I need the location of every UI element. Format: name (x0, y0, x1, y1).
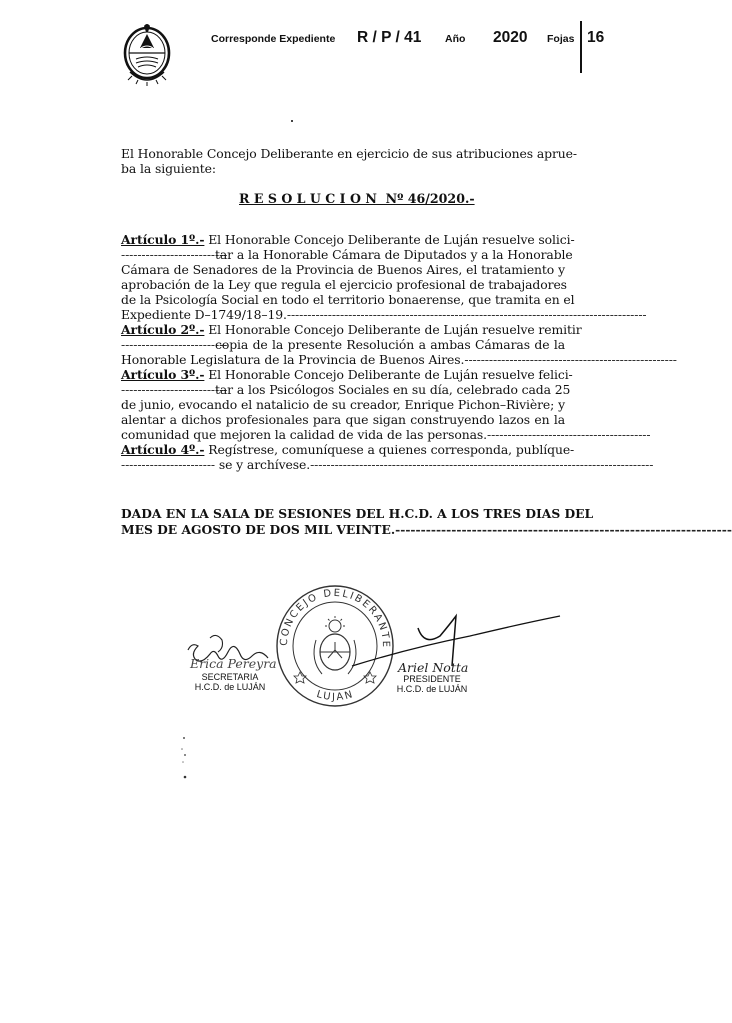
dash-filler: ------------------------------------------------------------------ (395, 522, 732, 537)
svg-text:LUJAN (315, 689, 355, 703)
article-1-line-4: aprobación de la Ley que regula el ejercicio profesional de trabajadores (121, 277, 567, 292)
seal-top-text: CONCEJO DELIBERANTE (278, 587, 392, 650)
article-1-line-6: Expediente D–1749/18–19.---------------------------------------------------------------------------------------- (121, 307, 647, 322)
secretary-signature-name: Erica Pereyra (190, 656, 277, 671)
header-divider (580, 21, 582, 73)
article-1-line-3: Cámara de Senadores de la Provincia de Buenos Aires, el tratamiento y (121, 262, 565, 277)
year-label: Año (445, 33, 466, 45)
fojas-label: Fojas (547, 33, 575, 45)
article-4-line-2: ----------------------- se y archívese.------------------------------------------------------------------------------------ (121, 457, 654, 472)
article-4-label: Artículo 4º.- (121, 442, 205, 457)
article-1-label: Artículo 1º.- (121, 232, 205, 247)
municipal-crest-icon (118, 22, 176, 90)
secretary-org: H.C.D. de LUJÁN (194, 682, 266, 692)
intro-line: ba la siguiente: (121, 161, 216, 176)
closing-line-1: DADA EN LA SALA DE SESIONES DEL H.C.D. A LOS TRES DIAS DEL (121, 506, 594, 521)
article-3-label: Artículo 3º.- (121, 367, 205, 382)
article-1-line-2: -------------------------- tar a la Honorable Cámara de Diputados y a la Honorable (121, 247, 573, 262)
secretary-role: SECRETARIA (201, 672, 259, 682)
president-signature-name: Ariel Notta (398, 660, 469, 675)
dash-filler: ----------------------- (121, 457, 215, 472)
dash-filler: ---------------------------------------------------------------------------------------- (286, 307, 647, 322)
article-3-line-4: alentar a dichos profesionales para que sigan construyendo lazos en la (121, 412, 565, 427)
dash-filler: ---------------------------------------- (486, 427, 651, 442)
dash-filler: -------------------------- (121, 337, 228, 352)
article-4-line-1: Artículo 4º.- Regístrese, comuníquese a quienes corresponda, publíque- (121, 442, 575, 457)
intro-line: El Honorable Concejo Deliberante en ejercicio de sus atribuciones aprue- (121, 146, 577, 161)
scan-speck (291, 120, 293, 122)
article-2-line-1: Artículo 2º.- El Honorable Concejo Deliberante de Luján resuelve remitir (121, 322, 582, 337)
article-1-line-1: Artículo 1º.- El Honorable Concejo Deliberante de Luján resuelve solici- (121, 232, 575, 247)
article-3-line-1: Artículo 3º.- El Honorable Concejo Deliberante de Luján resuelve felici- (121, 367, 573, 382)
article-1-line-5: de la Psicología Social en todo el territorio bonaerense, que tramita en el (121, 292, 575, 307)
fojas-number: 16 (587, 29, 605, 46)
seal-bottom-text: LUJAN (315, 688, 356, 704)
article-2-line-3: Honorable Legislatura de la Provincia de Buenos Aires.---------------------------------------------------- (121, 352, 677, 367)
dash-filler: -------------------------- (121, 247, 228, 262)
article-3-line-5: comunidad que mejoren la calidad de vida de las personas.---------------------------------------- (121, 427, 651, 442)
expediente-number: R / P / 41 (357, 29, 422, 46)
article-3-line-2: -------------------------- tar a los Psicólogos Sociales en su día, celebrado cada 25 (121, 382, 571, 397)
year-value: 2020 (493, 29, 528, 46)
expediente-label: Corresponde Expediente (211, 33, 336, 45)
dash-filler: ------------------------------------------------------------------------------------ (310, 457, 654, 472)
scan-marks (178, 735, 192, 781)
article-3-line-3: de junio, evocando el natalicio de su creador, Enrique Pichon–Rivière; y (121, 397, 565, 412)
resolution-title: R E S O L U C I O N Nº 46/2020.- (239, 191, 475, 206)
president-role: PRESIDENTE (403, 674, 461, 684)
dash-filler: ---------------------------------------------------- (464, 352, 677, 367)
closing-line-2: MES DE AGOSTO DE DOS MIL VEINTE.------------------------------------------------------------------ (121, 522, 732, 537)
dash-filler: -------------------------- (121, 382, 228, 397)
president-org: H.C.D. de LUJÁN (396, 684, 468, 694)
article-2-line-2: -------------------------- copia de la presente Resolución a ambas Cámaras de la (121, 337, 565, 352)
article-2-label: Artículo 2º.- (121, 322, 205, 337)
